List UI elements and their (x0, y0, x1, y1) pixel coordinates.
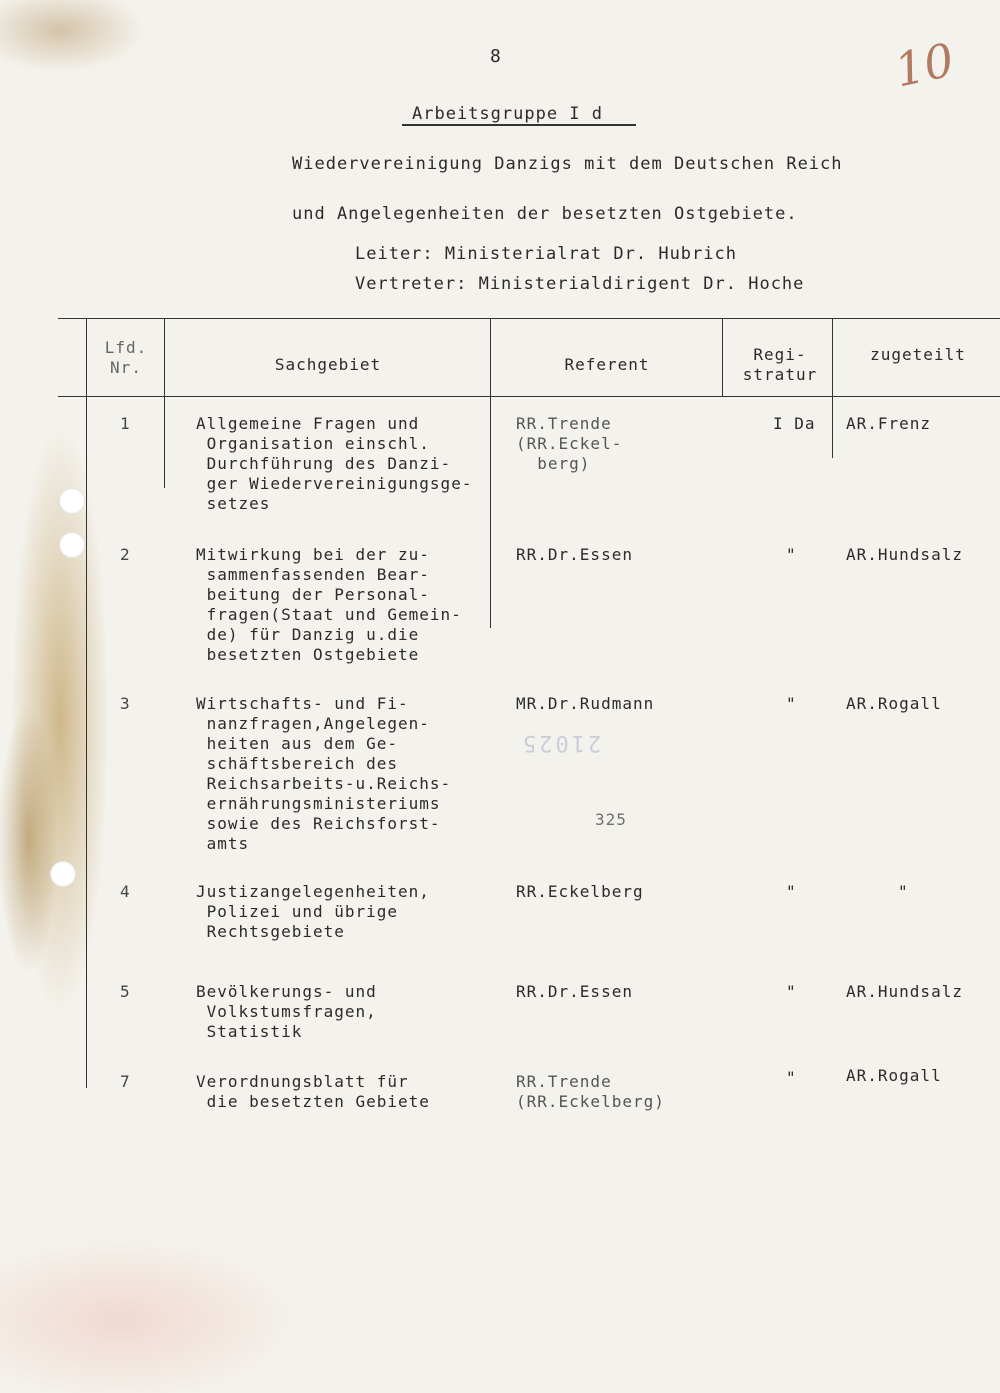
column-header-registratur: Regi- stratur (742, 345, 818, 384)
leiter-line: Leiter: Ministerialrat Dr. Hubrich (355, 244, 737, 264)
faded-number-stamp: 21025 (520, 730, 602, 755)
column-divider-referent (490, 318, 491, 628)
row-3-zugeteilt: AR.Rogall (846, 694, 942, 713)
row-2-zugeteilt: AR.Hundsalz (846, 545, 963, 564)
row-5-referent: RR.Dr.Essen (516, 982, 633, 1001)
row-3-referent: MR.Dr.Rudmann (516, 694, 655, 713)
table-header-rule (58, 396, 1000, 397)
row-4-zugeteilt: " (898, 882, 909, 901)
column-header-referent: Referent (564, 355, 650, 374)
row-4-registratur: " (786, 882, 797, 901)
row-6-nr: 7 (120, 1072, 131, 1091)
row-2-sachgebiet: Mitwirkung bei der zu- sammenfassenden Bear- beitung der Personal- fragen(Staat und Gemein- de) für Danzig u.die besetzten Ostgebiete (196, 545, 462, 664)
row-3-nr: 3 (120, 694, 131, 713)
row-5-sachgebiet: Bevölkerungs- und Volkstumsfragen, Statistik (196, 982, 377, 1041)
row-2-referent: RR.Dr.Essen (516, 545, 633, 564)
row-2-nr: 2 (120, 545, 131, 564)
vertreter-line: Vertreter: Ministerialdirigent Dr. Hoche (355, 274, 805, 294)
column-divider-sachgebiet (164, 318, 165, 488)
column-divider-registratur (722, 318, 723, 396)
row-1-nr: 1 (120, 414, 131, 433)
row-6-zugeteilt: AR.Rogall (846, 1066, 942, 1085)
punch-hole (59, 532, 85, 558)
row-4-nr: 4 (120, 882, 131, 901)
row-3-registratur: " (786, 694, 797, 713)
handwritten-folio-number: 10 (890, 32, 959, 98)
row-1-sachgebiet: Allgemeine Fragen und Organisation einschl. Durchführung des Danzi- ger Wiedervereinigungsge- setzes (196, 414, 473, 513)
column-header-nr: Lfd. Nr. (104, 338, 148, 377)
row-6-registratur: " (786, 1068, 797, 1087)
row-5-nr: 5 (120, 982, 131, 1001)
table-top-rule (58, 318, 1000, 319)
row-4-sachgebiet: Justizangelegenheiten, Polizei und übrige Rechtsgebiete (196, 882, 430, 941)
row-4-referent: RR.Eckelberg (516, 882, 644, 901)
row-1-zugeteilt: AR.Frenz (846, 414, 932, 433)
row-6-referent: RR.Trende (RR.Eckelberg) (516, 1072, 665, 1111)
punch-hole (50, 861, 76, 887)
title-underline (402, 124, 636, 126)
ink-mark-stamp: 325 (595, 810, 627, 829)
column-divider-zugeteilt (832, 318, 833, 458)
column-header-zugeteilt: zugeteilt (870, 345, 966, 364)
row-2-registratur: " (786, 545, 797, 564)
punch-hole (59, 488, 85, 514)
row-6-sachgebiet: Verordnungsblatt für die besetzten Gebiete (196, 1072, 430, 1111)
row-1-referent: RR.Trende (RR.Eckel- berg) (516, 414, 623, 473)
column-divider-nr (86, 318, 87, 1088)
subtitle-line-1: Wiedervereinigung Danzigs mit dem Deutschen Reich (292, 154, 843, 174)
subtitle-line-2: und Angelegenheiten der besetzten Ostgebiete. (292, 204, 798, 224)
row-5-registratur: " (786, 982, 797, 1001)
page-number: 8 (490, 46, 502, 67)
row-3-sachgebiet: Wirtschafts- und Fi- nanzfragen,Angelegen- heiten aus dem Ge- schäftsbereich des Reichsarbeits-u.Reichs- ernährungsministeriums sowie des Reichsforst- amts (196, 694, 452, 853)
group-title: Arbeitsgruppe I d (412, 104, 603, 124)
column-header-sachgebiet: Sachgebiet (274, 355, 382, 374)
row-5-zugeteilt: AR.Hundsalz (846, 982, 963, 1001)
row-1-registratur: I Da (773, 414, 816, 433)
